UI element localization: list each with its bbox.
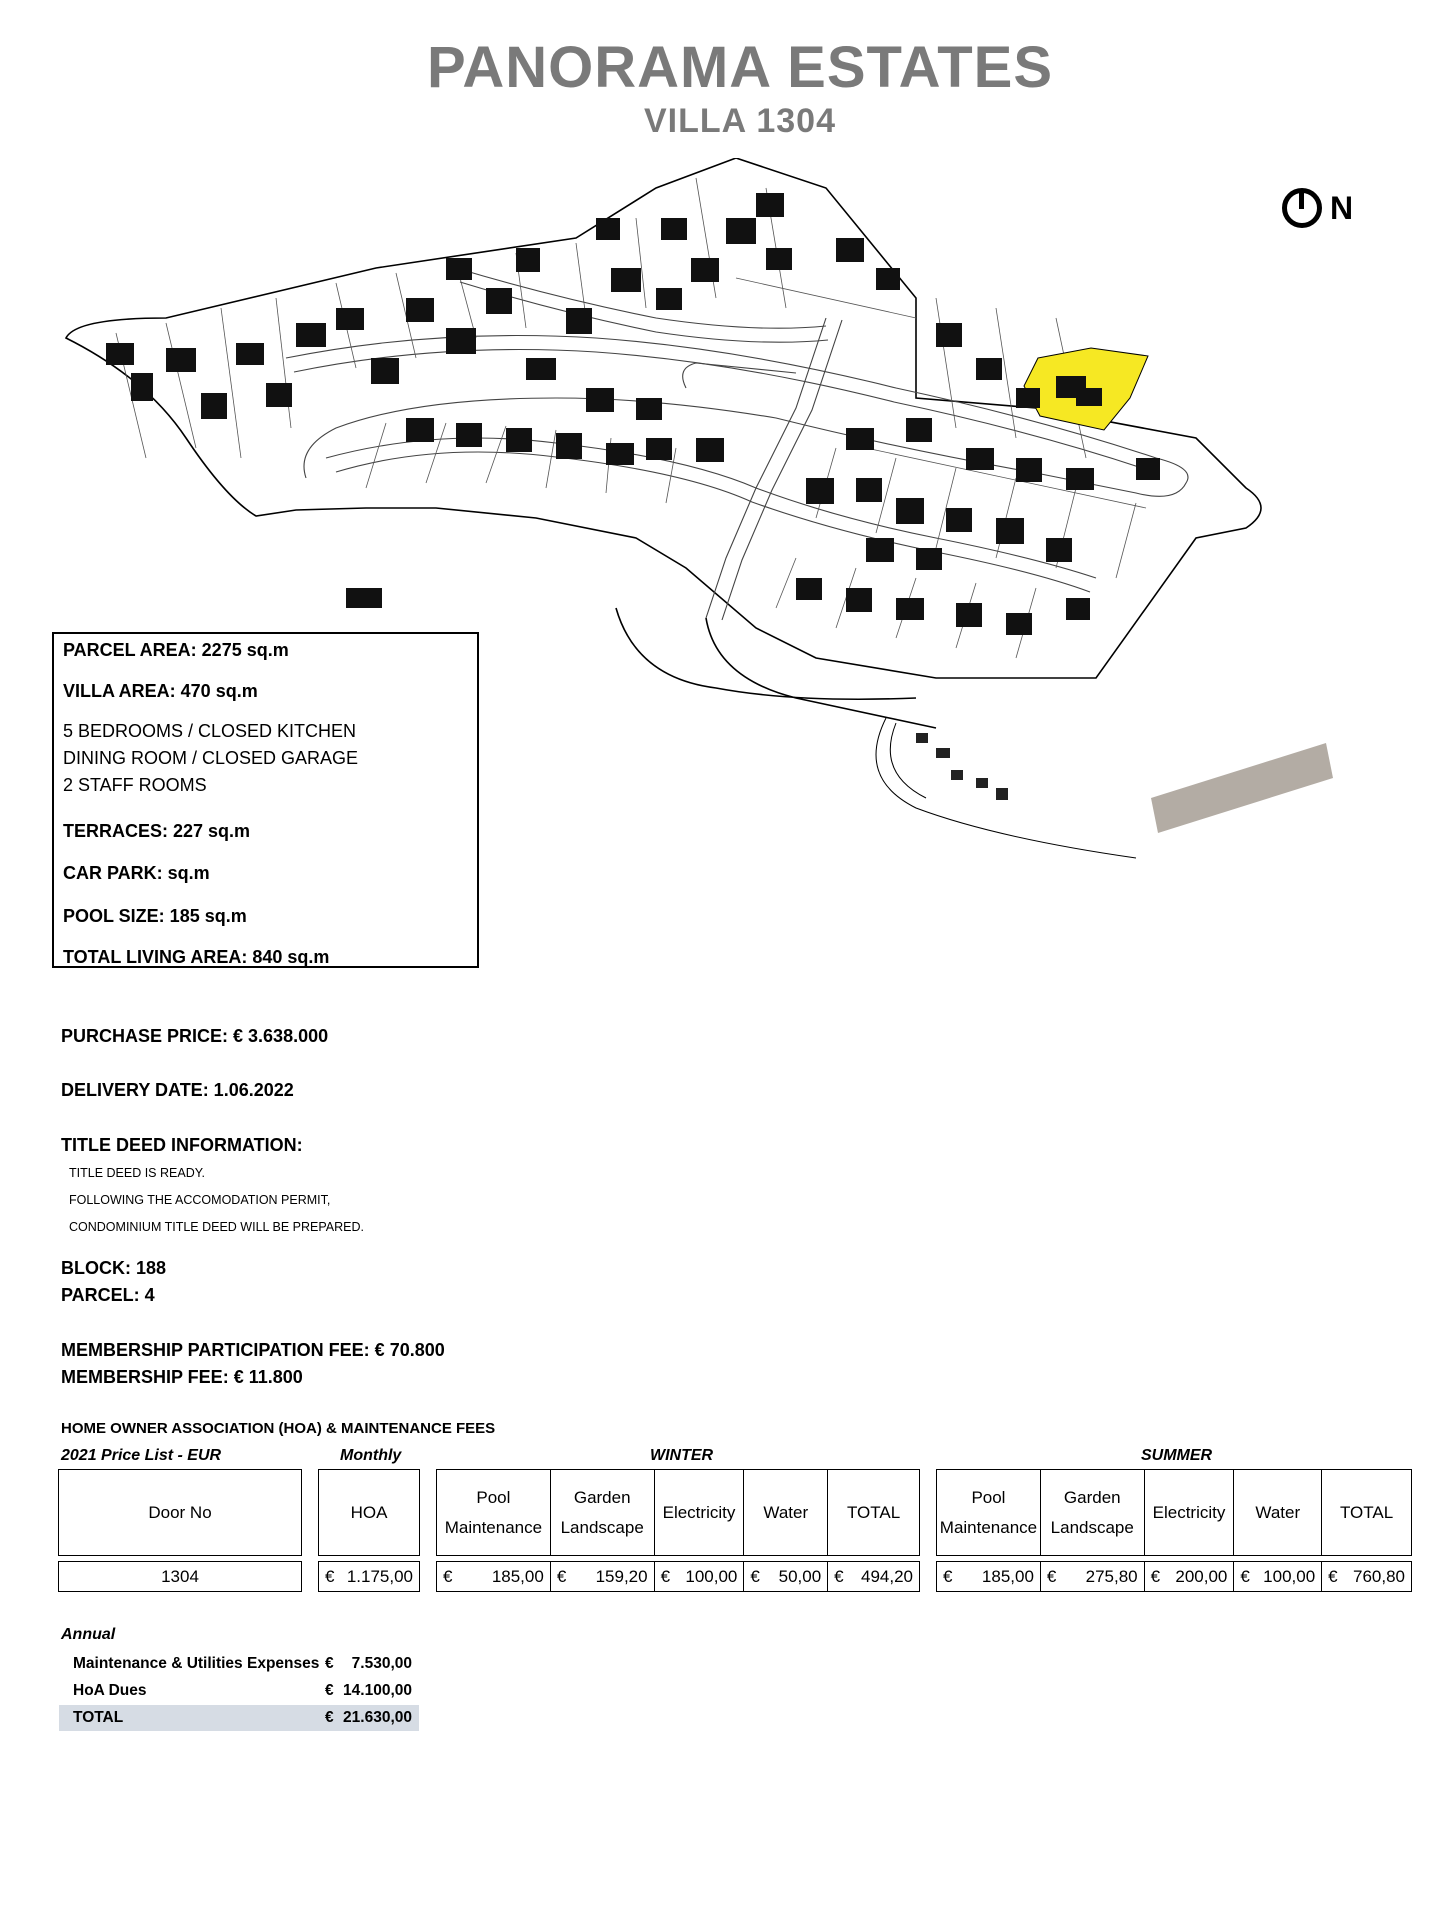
title-deed-line-1: TITLE DEED IS READY. [69, 1166, 205, 1180]
membership-fee: MEMBERSHIP FEE: € 11.800 [61, 1367, 303, 1387]
parcel-area: PARCEL AREA: 2275 sq.m [63, 640, 289, 660]
annual-label: HoA Dues [73, 1682, 147, 1699]
total-living-area: TOTAL LIVING AREA: 840 sq.m [63, 947, 330, 967]
door-header: Door No [59, 1470, 302, 1556]
villa-area: VILLA AREA: 470 sq.m [63, 681, 258, 701]
parcel-lines [116, 178, 1146, 658]
parcel-number: PARCEL: 4 [61, 1285, 155, 1305]
pool-header-1: Pool [971, 1487, 1006, 1507]
water-header: Water [1234, 1470, 1322, 1556]
winter-total-value: 494,20 [861, 1566, 913, 1586]
summer-pool-value: 185,00 [981, 1566, 1034, 1586]
garden-header-1: Garden [573, 1487, 631, 1507]
page-subtitle: VILLA 1304 [643, 102, 837, 140]
winter-caption: WINTER [650, 1447, 714, 1464]
garden-header-2: Landscape [1050, 1517, 1134, 1537]
villa-footprints [106, 193, 1160, 635]
title-deed-line-2: FOLLOWING THE ACCOMODATION PERMIT, [69, 1193, 331, 1207]
north-arrow [1282, 188, 1353, 228]
cross-road [706, 318, 826, 618]
currency-symbol: € [660, 1566, 671, 1586]
annual-row-hoa-dues [59, 1678, 419, 1704]
currency-symbol: € [943, 1566, 953, 1586]
winter-garden-value: 159,20 [595, 1566, 648, 1586]
summer-garden-value: 275,80 [1085, 1566, 1138, 1586]
annual-amount: 7.530,00 [351, 1655, 412, 1672]
summer-table [936, 1469, 1412, 1592]
summer-caption: SUMMER [1141, 1447, 1213, 1464]
total-header: TOTAL [1322, 1470, 1412, 1556]
hoa-value: 1.175,00 [346, 1566, 413, 1586]
pool-size: POOL SIZE: 185 sq.m [63, 906, 247, 926]
annual-label: Maintenance & Utilities Expenses [73, 1655, 320, 1672]
currency-symbol: € [325, 1655, 334, 1672]
pool-header-2: Maintenance [444, 1517, 543, 1537]
title-deed-heading: TITLE DEED INFORMATION: [61, 1135, 303, 1155]
electricity-header: Electricity [1144, 1470, 1234, 1556]
summer-water-value: 100,00 [1263, 1566, 1316, 1586]
coast-line [616, 608, 916, 699]
currency-symbol: € [443, 1566, 453, 1586]
winter-electricity-value: 100,00 [685, 1566, 738, 1586]
title-deed-line-3: CONDOMINIUM TITLE DEED WILL BE PREPARED. [69, 1220, 364, 1234]
currency-symbol: € [834, 1566, 844, 1586]
coast-buildings [916, 733, 1008, 800]
price-list-caption: 2021 Price List - EUR [61, 1447, 222, 1464]
annual-row-maintenance [59, 1651, 419, 1677]
winter-pool-value: 185,00 [491, 1566, 544, 1586]
summer-total-value: 760,80 [1353, 1566, 1405, 1586]
page-title: PANORAMA ESTATES [426, 35, 1054, 100]
monthly-caption: Monthly [340, 1447, 402, 1464]
currency-symbol: € [1046, 1566, 1057, 1586]
currency-symbol: € [1328, 1566, 1338, 1586]
pool-header-1: Pool [476, 1487, 511, 1507]
villa-specs-box [52, 632, 479, 968]
annual-title: Annual [61, 1626, 116, 1643]
rooms-line-3: 2 STAFF ROOMS [63, 775, 207, 795]
terraces: TERRACES: 227 sq.m [63, 821, 251, 841]
pool-header-2: Maintenance [939, 1517, 1038, 1537]
hoa-table [318, 1469, 420, 1592]
block-number: BLOCK: 188 [61, 1258, 167, 1278]
cross-road-inner [722, 320, 842, 620]
annual-label: TOTAL [73, 1709, 124, 1726]
annual-amount: 14.100,00 [343, 1682, 412, 1699]
rooms-line-1: 5 BEDROOMS / CLOSED KITCHEN [63, 721, 357, 741]
hoa-header: HOA [319, 1470, 420, 1556]
breakwater-pier [1151, 743, 1333, 833]
currency-symbol: € [325, 1566, 335, 1586]
total-header: TOTAL [828, 1470, 920, 1556]
north-label: N [1330, 189, 1354, 226]
currency-symbol: € [556, 1566, 567, 1586]
winter-table [436, 1469, 920, 1592]
annual-amount: 21.630,00 [343, 1709, 412, 1726]
winter-water-value: 50,00 [778, 1566, 822, 1586]
currency-symbol: € [1150, 1566, 1161, 1586]
car-park: CAR PARK: sq.m [63, 863, 210, 883]
summer-electricity-value: 200,00 [1175, 1566, 1228, 1586]
rooms-line-2: DINING ROOM / CLOSED GARAGE [63, 748, 359, 768]
membership-participation-fee: MEMBERSHIP PARTICIPATION FEE: € 70.800 [61, 1340, 445, 1360]
door-value: 1304 [59, 1562, 302, 1592]
annual-row-total [59, 1705, 419, 1731]
purchase-price: PURCHASE PRICE: € 3.638.000 [61, 1026, 329, 1046]
fees-title: HOME OWNER ASSOCIATION (HOA) & MAINTENANCE FEES [61, 1420, 496, 1437]
currency-symbol: € [750, 1566, 760, 1586]
garden-header-2: Landscape [560, 1517, 644, 1537]
currency-symbol: € [1240, 1566, 1250, 1586]
garden-header-1: Garden [1063, 1487, 1121, 1507]
currency-symbol: € [325, 1682, 334, 1699]
water-header: Water [744, 1470, 828, 1556]
cul-de-sac [683, 363, 796, 388]
delivery-date: DELIVERY DATE: 1.06.2022 [61, 1080, 294, 1100]
currency-symbol: € [325, 1709, 334, 1726]
compass-icon [1282, 188, 1322, 228]
electricity-header: Electricity [654, 1470, 744, 1556]
door-table [58, 1469, 302, 1592]
